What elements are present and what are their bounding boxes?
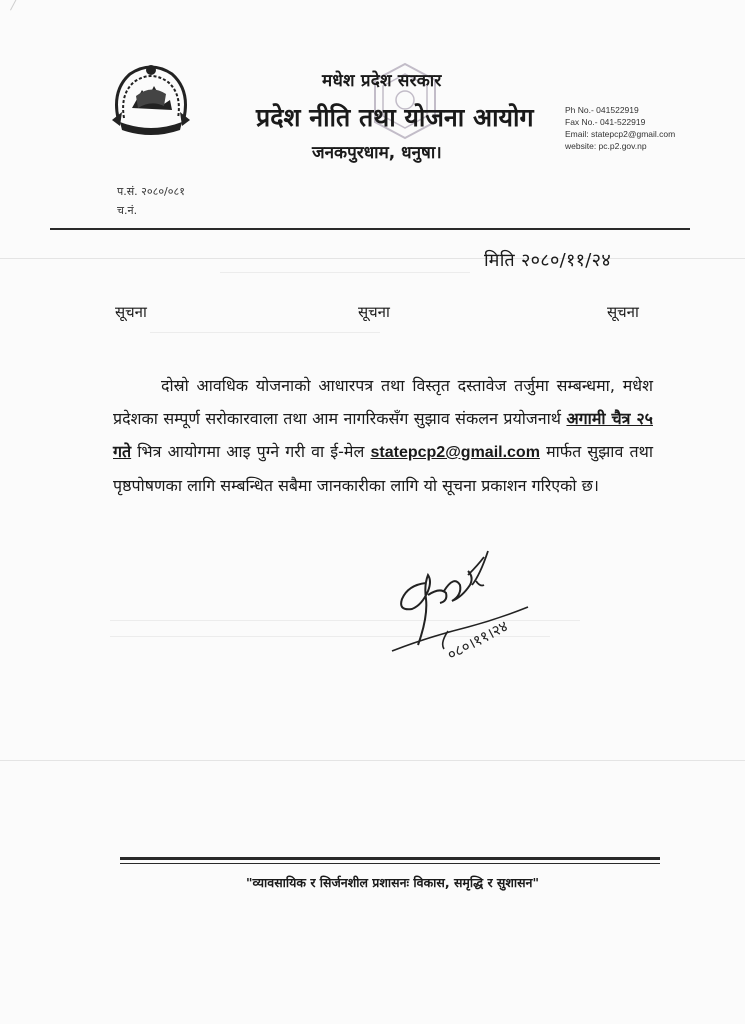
signature-date: ०८०।११।२४: [444, 616, 511, 664]
footer-motto: "व्यावसायिक र सिर्जनशील प्रशासनः विकास, समृद्धि र सुशासन": [245, 875, 540, 890]
notice-body: [113, 369, 653, 502]
notice-heading-center: सूचना: [358, 303, 390, 321]
bleed-through-text: [220, 272, 470, 273]
body-text-part1: दोस्रो आवधिक योजनाको आधारपत्र तथा विस्तृत दस्तावेज तर्जुमा सम्बन्धमा, मधेश प्रदेशका सम्पूर्ण सरोकारवाला तथा आम नागरिकसँग सुझाव संकलन प्रयोजनार्थ: [113, 376, 653, 428]
government-name: मधेश प्रदेश सरकार: [322, 71, 442, 91]
body-text-part2: भित्र आयोगमा आइ पुग्ने गरी वा ई-मेल: [131, 442, 371, 461]
notice-heading-left: सूचना: [115, 303, 147, 321]
contact-block: [565, 104, 675, 152]
office-name: प्रदेश नीति तथा योजना आयोग: [256, 103, 534, 132]
letter-number: प.सं. २०८०/०८१: [117, 185, 185, 198]
reference-block: [117, 182, 185, 220]
notice-heading-right: सूचना: [607, 303, 639, 321]
bleed-through-text: [150, 332, 380, 333]
scan-crease: [0, 258, 745, 259]
nepal-emblem-icon: [108, 60, 194, 140]
body-text-part3: मार्फत सुझाव तथा पृष्ठपोषणका लागि सम्बन्धित सबैमा जानकारीका लागि यो सूचना प्रकाशन गरिएको छ।: [113, 442, 653, 495]
scan-fold-mark: [10, 0, 53, 10]
notice-date: मिति २०८०/११/२४: [484, 250, 611, 271]
phone-number: Ph No.- 041522919: [565, 105, 639, 115]
header-divider: [50, 228, 690, 230]
handwritten-signature: [388, 545, 558, 665]
website: website: pc.p2.gov.np: [565, 141, 647, 151]
deadline-highlight: अगामी चैत्र २५ गते: [113, 409, 653, 461]
footer-divider-thin: [120, 863, 660, 864]
scan-crease: [0, 760, 745, 761]
footer-divider-thick: [120, 857, 660, 860]
fax-number: Fax No.- 041-522919: [565, 117, 646, 127]
email-link: statepcp2@gmail.com: [370, 444, 540, 461]
office-location: जनकपुरधाम, धनुषा।: [312, 143, 442, 163]
contact-email: Email: statepcp2@gmail.com: [565, 129, 676, 139]
dispatch-number: च.नं.: [117, 204, 138, 217]
